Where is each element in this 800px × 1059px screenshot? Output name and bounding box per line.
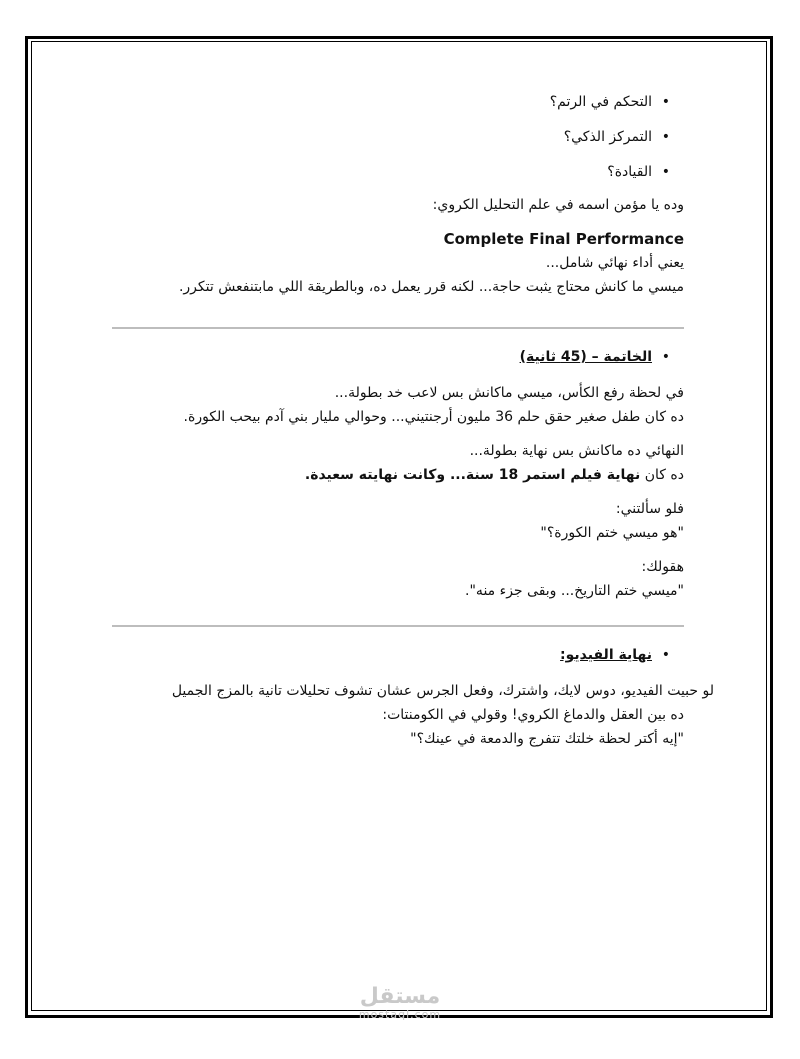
quote-line: "هو ميسي ختم الكورة؟": [540, 525, 684, 541]
section-divider: [112, 625, 684, 627]
paragraph-line: النهائي ده ماكانش بس نهاية بطولة...: [469, 443, 684, 459]
section-divider: [112, 327, 684, 329]
section-end-heading-list: [112, 345, 684, 369]
paragraph-prefix: ده كان: [640, 467, 684, 483]
paragraph-line: [112, 463, 684, 487]
section-video-heading-list: [112, 643, 684, 667]
meaning-line: ميسي ما كانش محتاج يثبت حاجة... لكنه قرر يعمل ده، وبالطريقة اللي مابتنفعش تتكرر.: [178, 279, 684, 295]
quote-line: "ميسي ختم التاريخ... وبقى جزء منه".: [465, 583, 684, 599]
performance-term: Complete Final Performance: [443, 230, 684, 248]
paragraph-line: ده كان طفل صغير حقق حلم 36 مليون أرجنتيني... وحوالي مليار بني آدم بيحب الكورة.: [183, 409, 684, 425]
paragraph-line: ده بين العقل والدماغ الكروي! وقولي في الكومنتات:: [382, 707, 684, 723]
list-item: • التحكم في الرتم؟: [112, 90, 684, 114]
bullet-list-top: [112, 90, 684, 184]
watermark-brand-en: mostaql.com: [358, 1008, 442, 1021]
quote-line: "إيه أكتر لحظة خلتك تتفرج والدمعة في عينك؟": [410, 731, 684, 747]
paragraph-line: فلو سألتني:: [615, 501, 684, 517]
paragraph-line: هقولك:: [641, 559, 684, 575]
paragraph-bold: نهاية فيلم استمر 18 سنة... وكانت نهايته سعيدة.: [304, 467, 641, 483]
list-item: • التمركز الذكي؟: [112, 125, 684, 149]
section-heading: نهاية الفيديو:: [560, 647, 652, 663]
intro-line: وده يا مؤمن اسمه في علم التحليل الكروي:: [432, 197, 684, 213]
meaning-line: يعني أداء نهائي شامل...: [545, 255, 684, 271]
document-body: [112, 90, 714, 751]
section-heading: الخاتمة – (45 ثانية): [519, 349, 652, 365]
watermark-logo: [330, 985, 470, 1025]
paragraph-line: لو حبيت الفيديو، دوس لايك، واشترك، وفعل الجرس عشان تشوف تحليلات تانية بالمزج الجميل: [171, 683, 714, 699]
list-item: • القيادة؟: [112, 160, 684, 184]
paragraph-line: في لحظة رفع الكأس، ميسي ماكانش بس لاعب خد بطولة...: [334, 385, 684, 401]
watermark-brand-ar: مستقل: [359, 984, 441, 1009]
